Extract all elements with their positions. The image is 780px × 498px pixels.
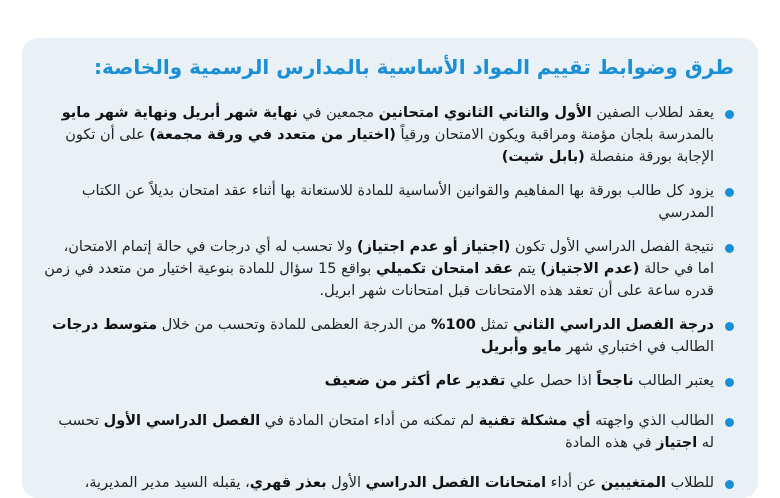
body-text: يعقد لطلاب الصفين <box>591 105 714 121</box>
emphasis-text: (بابل شيت) <box>501 149 585 165</box>
bullet-icon <box>725 418 734 427</box>
body-text: تحسب له <box>58 413 714 451</box>
body-text: الطالب الذي واجهته <box>590 413 714 429</box>
list-item <box>44 236 734 302</box>
body-text: الأول <box>326 475 366 491</box>
card-title: طرق وضوابط تقييم المواد الأساسية بالمدارس الرسمية والخاصة: <box>93 55 734 79</box>
bullet-icon <box>725 110 734 119</box>
emphasis-text: متوسط درجات <box>52 317 158 333</box>
emphasis-text: (اختيار من متعدد في ورقة مجمعة) <box>149 127 396 143</box>
body-text: من الدرجة العظمى للمادة وتحسب من خلال <box>157 317 431 333</box>
emphasis-text: نهاية شهر أبريل ونهاية شهر مايو <box>61 105 298 121</box>
body-text: الطالب في اختباري شهر <box>561 339 714 355</box>
emphasis-text: 100% <box>431 317 476 333</box>
emphasis-text: عقد امتحان تكميلي <box>375 261 514 277</box>
body-text: مجمعين في <box>297 105 379 121</box>
emphasis-text: الأول والثاني الثانوي امتحانين <box>378 105 592 121</box>
emphasis-text: ناجحاً <box>596 373 634 389</box>
body-text: لم تمكنه من أداء امتحان المادة في <box>260 413 479 429</box>
list-item <box>44 102 734 168</box>
emphasis-text: بعذر قهري <box>249 475 327 491</box>
body-text: يزود كل طالب بورقة بها المفاهيم والقوانين الأساسية للمادة للاستعانة بها أثناء عقد امتحان بديلاً عن الكتاب المدرسي <box>81 183 714 221</box>
body-text: يعتبر الطالب <box>633 373 714 389</box>
bullet-icon <box>725 188 734 197</box>
body-text: نتيجة الفصل الدراسي الأول تكون <box>510 239 714 255</box>
body-text: يتم <box>513 261 541 277</box>
emphasis-text: (اجتياز أو عدم اجتياز) <box>356 239 511 255</box>
emphasis-text: الفصل الدراسي الأول <box>103 413 261 429</box>
bullet-icon <box>725 480 734 489</box>
body-text: للطلاب <box>665 475 714 491</box>
list-item <box>44 472 734 494</box>
emphasis-text: تقدير عام أكثر من ضعيف <box>324 373 506 389</box>
body-text: اذا حصل علي <box>505 373 597 389</box>
body-text: بالمدرسة بلجان مؤمنة ومراقبة ويكون الامتحان ورقياً <box>395 127 714 143</box>
rules-list <box>44 102 734 494</box>
body-text: عن أداء <box>546 475 601 491</box>
emphasis-text: (عدم الاجتياز) <box>540 261 640 277</box>
list-item <box>44 180 734 224</box>
body-text: بواقع 15 سؤال للمادة بنوعية اختيار من متعدد في زمن قدره ساعة على أن تعقد هذه الامتحانات قبل امتحانات شهر ابريل. <box>44 261 714 299</box>
emphasis-text: أي مشكلة تقنية <box>478 413 591 429</box>
body-text: تمثل <box>475 317 513 333</box>
emphasis-text: امتحانات الفصل الدراسي <box>365 475 547 491</box>
bullet-icon <box>725 244 734 253</box>
emphasis-text: المتغيبين <box>600 475 666 491</box>
emphasis-text: درجة الفصل الدراسي الثاني <box>512 317 714 333</box>
list-item <box>44 410 734 454</box>
body-text: على أن تكون الإجابة بورقة منفصلة <box>65 127 714 165</box>
body-text: ولا تحسب له أي درجات في حالة إتمام الامتحان، اما في حالة <box>63 239 714 277</box>
bullet-icon <box>725 378 734 387</box>
list-item <box>44 370 734 392</box>
bullet-icon <box>725 322 734 331</box>
emphasis-text: مايو وأبريل <box>480 339 562 355</box>
body-text: ، يقبله السيد مدير المديرية، <box>84 475 250 491</box>
body-text: في هذه المادة <box>565 435 657 451</box>
list-item <box>44 314 734 358</box>
emphasis-text: اجتياز <box>656 435 698 451</box>
info-card <box>22 38 758 498</box>
